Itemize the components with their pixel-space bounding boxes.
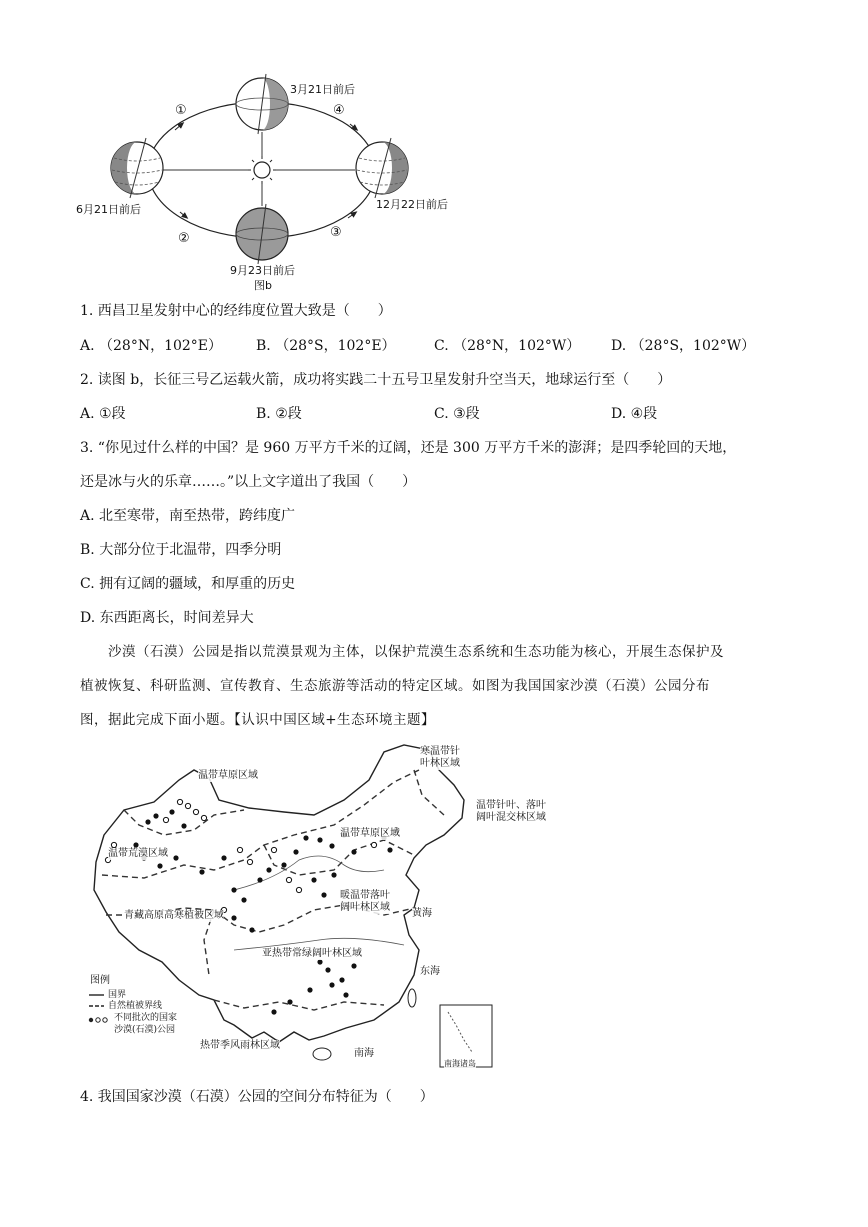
map-region-grassland-n: 温带草原区域 [340,828,400,839]
map-region-cold-forest: 寒温带针 叶林区域 [420,746,460,769]
map-inset-label: 南海诸岛 [444,1059,476,1068]
legend-boundary: 自然植被界线 [108,1001,163,1011]
q1-option-c: C. （28°N，102°W） [434,338,581,354]
map-region-warm-forest: 暖温带落叶 阔叶林区域 [340,890,390,913]
earth-dec-icon [356,138,408,198]
label-jun: 6月21日前后 [76,203,141,216]
segment-2: ② [178,231,190,246]
earth-mar-icon [236,74,288,134]
q3-option-c: C. 拥有辽阔的疆域，和厚重的历史 [80,576,296,592]
passage-line-1: 沙漠（石漠）公园是指以荒漠景观为主体，以保护荒漠生态系统和生态功能为核心，开展生态保护及 [108,644,724,660]
map-region-subtropical: 亚热带常绿阔叶林区域 [262,948,362,959]
q2-option-b: B. ②段 [256,406,302,422]
q2-option-d: D. ④段 [611,406,658,422]
figure-caption: 图b [254,279,272,292]
label-mar: 3月21日前后 [290,83,355,96]
question-1-stem: 1. 西昌卫星发射中心的经纬度位置大致是（ ） [80,303,392,319]
map-region-tropical: 热带季风雨林区域 [200,1040,280,1051]
q1-option-b: B. （28°S，102°E） [256,338,396,354]
label-dec: 12月22日前后 [376,198,448,211]
label-sep: 9月23日前后 [230,264,295,277]
question-4-stem: 4. 我国国家沙漠（石漠）公园的空间分布特征为（ ） [80,1089,434,1105]
map-region-plateau: 青藏高原高寒植被区域 [124,910,224,921]
segment-3: ③ [330,225,342,240]
legend-title: 图例 [90,975,110,986]
passage-line-2: 植被恢复、科研监测、宣传教育、生态旅游等活动的特定区域。如图为我国国家沙漠（石漠）公园分布 [80,678,710,694]
legend-parks: 不同批次的国家 沙漠(石漠)公园 [114,1013,178,1035]
legend-border: 国界 [108,990,127,1000]
q3-option-a: A. 北至寒带，南至热带，跨纬度广 [80,508,296,524]
question-2-stem: 2. 读图 b，长征三号乙运载火箭，成功将实践二十五号卫星发射升空当天，地球运行至（ ） [80,372,672,388]
earth-sep-icon [236,204,288,264]
orbit-diagram [100,60,500,300]
sun-icon [248,156,276,184]
q1-option-a: A. （28°N，102°E） [80,338,223,354]
q3-option-d: D. 东西距离长，时间差异大 [80,610,254,626]
segment-4: ④ [333,103,345,118]
question-3-stem-line1: 3. “你见过什么样的中国？是 960 万平方千米的辽阔，还是 300 万平方千米的澎湃；是四季轮回的天地， [80,440,737,456]
q1-option-d: D. （28°S，102°W） [611,338,756,354]
q2-option-c: C. ③段 [434,406,480,422]
map-region-mixed-forest: 温带针叶、落叶 阔叶混交林区域 [476,800,546,823]
map-sea-east: 东海 [420,966,440,977]
question-3-stem-line2: 还是冰与火的乐章……。”以上文字道出了我国（ ） [80,474,417,490]
orbit-figure [100,60,500,300]
map-sea-yellow: 黄海 [412,908,432,919]
q3-option-b: B. 大部分位于北温带，四季分明 [80,542,282,558]
passage-line-3: 图，据此完成下面小题。【认识中国区域+生态环境主题】 [80,712,436,728]
map-region-grassland-nw: 温带草原区域 [198,770,258,781]
q2-option-a: A. ①段 [80,406,126,422]
segment-1: ① [175,103,187,118]
map-sea-south: 南海 [354,1048,374,1059]
map-region-desert: 温带荒漠区域 [108,848,168,859]
